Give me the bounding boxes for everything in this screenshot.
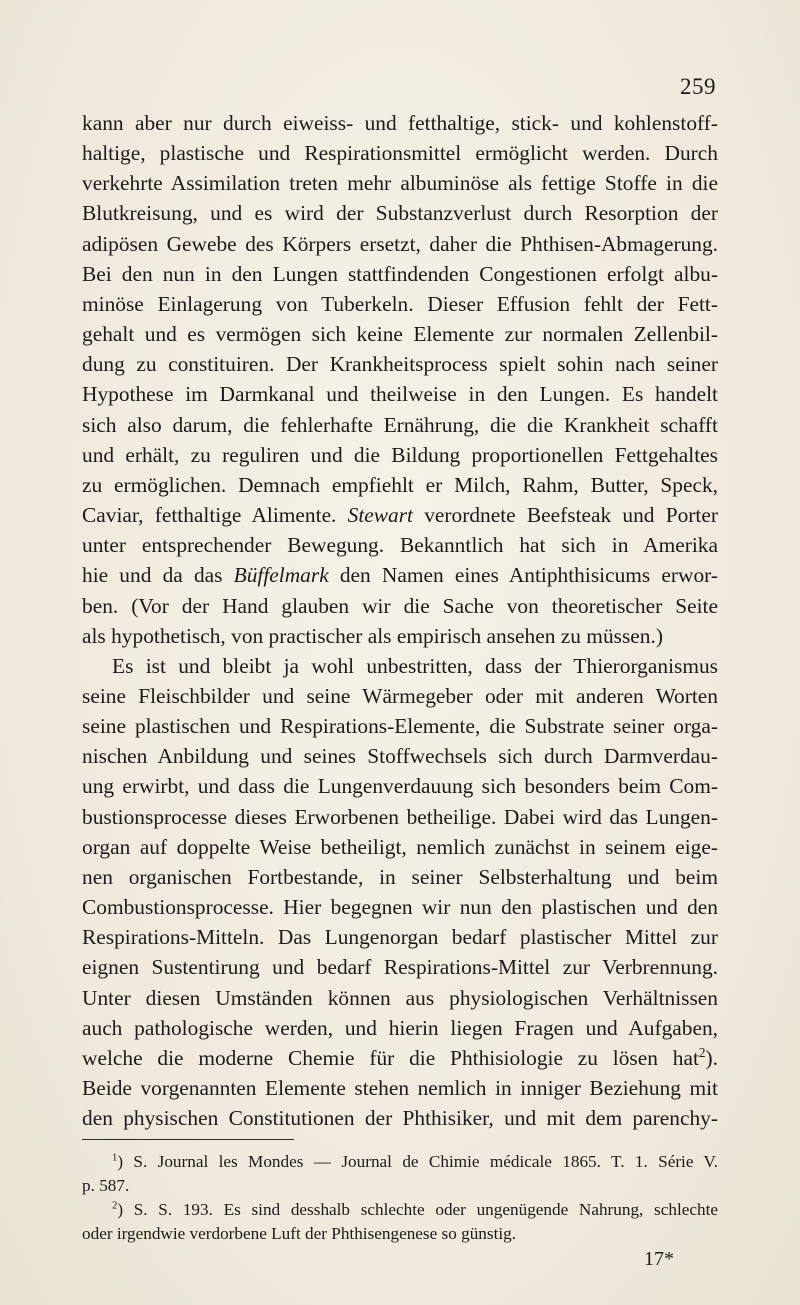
text-line: seine Fleischbilder und seine Wärmegeber oder mit anderen Worten xyxy=(82,683,718,708)
text-line: Es ist und bleibt ja wohl unbestritten, dass der Thierorganismus xyxy=(112,653,718,678)
text-line: dung zu constituiren. Der Krankheitsprocess spielt sohin nach seiner xyxy=(82,352,718,377)
footnote-1-cont: p. 587. xyxy=(82,1176,130,1195)
text-line: zu ermöglichen. Demnach empfiehlt er Milch, Rahm, Butter, Speck, xyxy=(82,472,718,497)
signature-mark: 17* xyxy=(644,1248,674,1270)
text-line xyxy=(82,500,718,530)
text-line: Respirations-Mitteln. Das Lungenorgan bedarf plastischer Mittel zur xyxy=(82,925,718,950)
text-line: Beide vorgenannten Elemente stehen nemlich in inniger Beziehung mit xyxy=(82,1076,718,1100)
page-number: 259 xyxy=(680,74,716,99)
author-name-stewart: Stewart xyxy=(347,503,413,528)
text-line: auch pathologische werden, und hierin liegen Fragen und Aufgaben, xyxy=(82,1015,718,1040)
text-line: adipösen Gewebe des Körpers ersetzt, daher die Phthisen-Abmagerung. xyxy=(82,231,718,256)
footnote-marker: 1 xyxy=(112,1152,118,1164)
text-line: seine plastischen und Respirations-Elemente, die Substrate seiner orga- xyxy=(82,714,718,739)
term-bueffelmark: Büffelmark xyxy=(233,563,329,588)
text-line: haltige, plastische und Respirationsmittel ermöglicht werden. Durch xyxy=(82,141,718,166)
text-line: Blutkreisung, und es wird der Substanzverlust durch Resorption der xyxy=(82,201,718,226)
text-segment: welche die moderne Chemie für die Phthisiologie zu lösen hat xyxy=(82,1045,699,1070)
text-line: sich also darum, die fehlerhafte Ernährung, die die Krankheit schafft xyxy=(82,412,718,437)
footnote-2-cont: oder irgendwie verdorbene Luft der Phthisengenese so günstig. xyxy=(82,1224,517,1243)
text-line: kann aber nur durch eiweiss- und fetthaltige, stick- und kohlenstoff- xyxy=(82,111,718,135)
text-line: Bei den nun in den Lungen stattfindenden Congestionen erfolgt albu- xyxy=(82,261,718,286)
text-line: Unter diesen Umständen können aus physiologischen Verhältnissen xyxy=(82,985,718,1010)
footnote-divider xyxy=(82,1139,294,1140)
text-line: unter entsprechender Bewegung. Bekanntlich hat sich in Amerika xyxy=(82,533,718,558)
text-line xyxy=(82,560,718,590)
text-line xyxy=(82,1043,718,1073)
footnote-2 xyxy=(82,1198,718,1222)
text-line: eignen Sustentirung und bedarf Respirations-Mittel zur Verbrennung. xyxy=(82,955,718,980)
text-segment: Caviar, fetthaltige Alimente. xyxy=(82,503,348,528)
text-line: gehalt und es vermögen sich keine Elemente zur normalen Zellenbil- xyxy=(82,322,718,347)
text-line: verkehrte Assimilation treten mehr albuminöse als fettige Stoffe in die xyxy=(82,171,718,196)
text-segment: den Namen eines Antiphthisicums erwor- xyxy=(328,563,718,588)
footnote-text: ) S. Journal les Mondes — Journal de Chimie médicale 1865. T. 1. Série V. xyxy=(117,1152,718,1171)
text-line: nen organischen Fortbestande, in seiner Selbsterhaltung und beim xyxy=(82,864,718,889)
text-line: nischen Anbildung und seines Stoffwechsels sich durch Darmverdau- xyxy=(82,744,718,769)
text-line: und erhält, zu reguliren und die Bildung proportionellen Fettgehaltes xyxy=(82,442,718,467)
text-line: bustionsprocesse dieses Erworbenen betheilige. Dabei wird das Lungen- xyxy=(82,804,718,829)
footnote-marker: 2 xyxy=(112,1200,118,1212)
text-line: ung erwirbt, und dass die Lungenverdauung sich besonders beim Com- xyxy=(82,774,718,799)
text-line: organ auf doppelte Weise betheiligt, nemlich zunächst in seinem eige- xyxy=(82,834,718,859)
text-line: den physischen Constitutionen der Phthisiker, und mit dem parenchy- xyxy=(82,1106,718,1131)
text-line: ben. (Vor der Hand glauben wir die Sache von theoretischer Seite xyxy=(82,593,718,618)
text-segment: hie und da das xyxy=(82,563,234,588)
footnote-ref-2[interactable]: 2 xyxy=(698,1044,706,1060)
footnotes xyxy=(82,1150,718,1246)
text-segment: ). xyxy=(705,1045,718,1070)
text-segment: verordnete Beefsteak und Porter xyxy=(413,503,718,528)
text-line: Hypothese im Darmkanal und theilweise in den Lungen. Es handelt xyxy=(82,382,718,407)
text-line: als hypothetisch, von practischer als empirisch ansehen zu müssen.) xyxy=(82,623,663,648)
footnote-text: ) S. S. 193. Es sind desshalb schlechte oder ungenügende Nahrung, schlechte xyxy=(117,1200,718,1219)
text-line: minöse Einlagerung von Tuberkeln. Dieser Effusion fehlt der Fett- xyxy=(82,291,718,316)
footnote-1 xyxy=(82,1150,718,1174)
text-line: Combustionsprocesse. Hier begegnen wir nun den plastischen und den xyxy=(82,895,718,920)
body-text xyxy=(82,108,718,1133)
